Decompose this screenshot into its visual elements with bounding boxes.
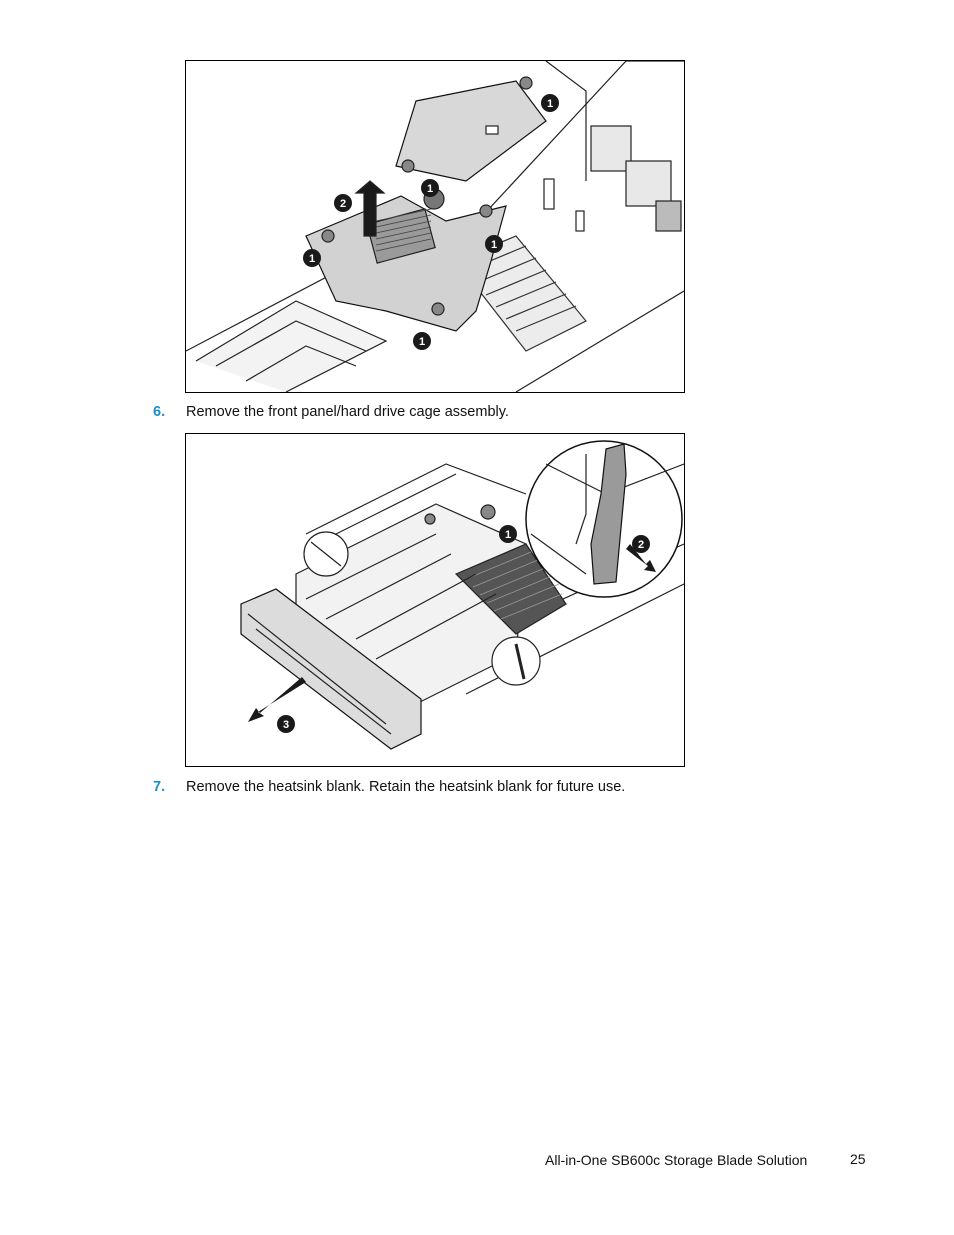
figure-drive-cage-removal — [185, 433, 685, 767]
step-text: Remove the front panel/hard drive cage assembly. — [186, 404, 509, 420]
callout-2: 2 — [637, 539, 645, 551]
figure-board-removal — [185, 60, 685, 393]
callout-1: 1 — [418, 336, 426, 348]
callout-1: 1 — [426, 183, 434, 195]
step-number: 7. — [153, 779, 166, 795]
callout-3: 3 — [282, 719, 290, 731]
callout-1: 1 — [490, 239, 498, 251]
step-text: Remove the heatsink blank. Retain the heatsink blank for future use. — [186, 779, 626, 795]
callout-1: 1 — [504, 529, 512, 541]
page-number: 25 — [850, 1151, 866, 1167]
drive-cage-removal-illustration — [186, 434, 684, 766]
step-number: 6. — [153, 404, 166, 420]
callout-1: 1 — [546, 98, 554, 110]
callout-1: 1 — [308, 253, 316, 265]
board-removal-illustration — [186, 61, 684, 392]
footer-document-title: All-in-One SB600c Storage Blade Solution — [545, 1152, 808, 1168]
callout-2: 2 — [339, 198, 347, 210]
